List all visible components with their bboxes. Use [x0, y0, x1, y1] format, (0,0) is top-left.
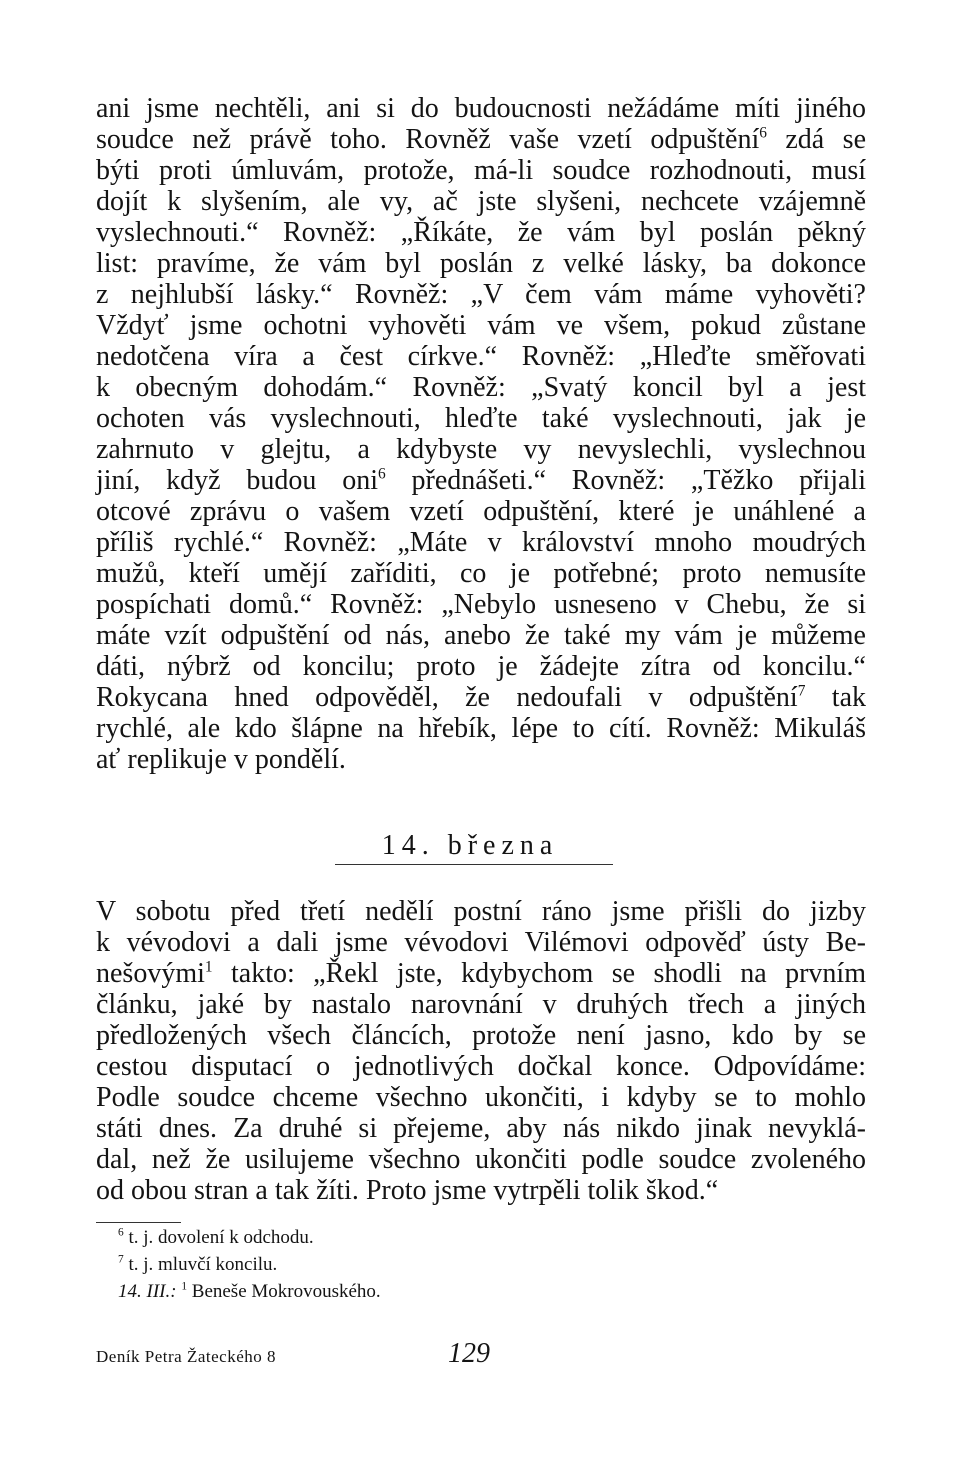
text-line: Rokycana hned odpověděl, že nedoufali v odpuštění$^7$ tak: [96, 682, 866, 713]
text-line: nešovými$^1$ takto: „Řekl jste, kdybychom se shodli na prvním: [96, 958, 866, 989]
text-line: dal, než že usilujeme všechno ukončiti podle soudce zvoleného: [96, 1144, 866, 1175]
footnote-marker: 6: [759, 124, 767, 142]
footnote-separator: [96, 1222, 181, 1223]
footnote-marker: 6: [377, 465, 386, 483]
footnote-marker: 1: [181, 1280, 188, 1293]
text-line: rychlé, ale kdo šlápne na hřebík, lépe to cítí. Rovněž: Mikuláš: [96, 713, 866, 744]
footnote: 14. III.: $^1$ Beneše Mokrovouského.: [118, 1280, 381, 1302]
text-line: ať replikuje v pondělí.: [96, 744, 346, 775]
paragraph-2: [96, 896, 866, 1206]
text-line: Vždyť jsme ochotni vyhověti vám ve všem, pokud zůstane: [96, 310, 866, 341]
text-line: k obecným dohodám.“ Rovněž: „Svatý koncil byl a jest: [96, 372, 866, 403]
footer-signature: Deník Petra Žateckého 8: [96, 1347, 277, 1366]
text-line: od obou stran a tak žíti. Proto jsme vytrpěli tolik škod.“: [96, 1175, 719, 1206]
text-line: V sobotu před třetí nedělí postní ráno jsme přišli do jizby: [96, 896, 866, 927]
text-line: příliš rychlé.“ Rovněž: „Máte v království mnoho moudrých: [96, 527, 866, 558]
text-line: z nejhlubší lásky.“ Rovněž: „V čem vám máme vyhověti?: [96, 279, 866, 310]
text-line: vyslechnouti.“ Rovněž: „Říkáte, že vám byl poslán pěkný: [96, 217, 866, 248]
paragraph-1: [96, 93, 866, 775]
text-line: Podle soudce chceme všechno ukončiti, i kdyby se to mohlo: [96, 1082, 866, 1113]
text-line: k vévodovi a dali jsme vévodovi Vilémovi odpověď ústy Be-: [96, 927, 866, 958]
footnote-marker: 6: [118, 1226, 124, 1239]
text-line: předložených všech článcích, protože není jasno, kdo by se: [96, 1020, 866, 1051]
text-line: ochoten vás vyslechnouti, hleďte také vyslechnouti, jak je: [96, 403, 866, 434]
footnote: $^6$ t. j. dovolení k odchodu.: [118, 1226, 314, 1248]
text-line: zahrnuto v glejtu, a kdybyste vy nevyslechli, vyslechnou: [96, 434, 866, 465]
text-line: pospíchati domů.“ Rovněž: „Nebylo usneseno v Chebu, že si: [96, 589, 866, 620]
text-line: nedotčena víra a čest církve.“ Rovněž: „Hleďte směřovati: [96, 341, 866, 372]
text-line: máte vzít odpuštění od nás, anebo že také my vám je můžeme: [96, 620, 866, 651]
page-number: 129: [448, 1338, 490, 1369]
text-line: soudce než právě toho. Rovněž vaše vzetí odpuštění$^6$ zdá se: [96, 124, 866, 155]
text-line: státi dnes. Za druhé si přejeme, aby nás nikdo jinak nevyklá-: [96, 1113, 866, 1144]
footnote-marker: 7: [797, 682, 806, 700]
text-line: dáti, nýbrž od koncilu; proto je žádejte zítra od koncilu.“: [96, 651, 866, 682]
text-line: cestou disputací o jednotlivých dočkal konce. Odpovídáme:: [96, 1051, 866, 1082]
footnote-marker: 7: [118, 1253, 124, 1266]
footnote-marker: 1: [204, 958, 213, 976]
text-line: článku, jaké by nastalo narovnání v druhých třech a jiných: [96, 989, 866, 1020]
section-heading: 14. března: [381, 830, 559, 861]
footnotes: [118, 1224, 818, 1305]
text-line: jiní, když budou oni$^6$ přednášeti.“ Rovněž: „Těžko přijali: [96, 465, 866, 496]
text-line: list: pravíme, že vám byl poslán z velké lásky, ba dokonce: [96, 248, 866, 279]
text-line: mužů, kteří umějí zaříditi, co je potřebné; proto nemusíte: [96, 558, 866, 589]
text-line: ani jsme nechtěli, ani si do budoucnosti nežádáme míti jiného: [96, 93, 866, 124]
footnote: $^7$ t. j. mluvčí koncilu.: [118, 1253, 278, 1275]
text-line: dojít k slyšením, ale vy, ač jste slyšeni, nechcete vzájemně: [96, 186, 866, 217]
text-line: býti proti úmluvám, protože, má-li soudce rozhodnouti, musí: [96, 155, 866, 186]
heading-underline: [335, 864, 613, 865]
text-line: otcové zprávu o vašem vzetí odpuštění, které je unáhlené a: [96, 496, 866, 527]
